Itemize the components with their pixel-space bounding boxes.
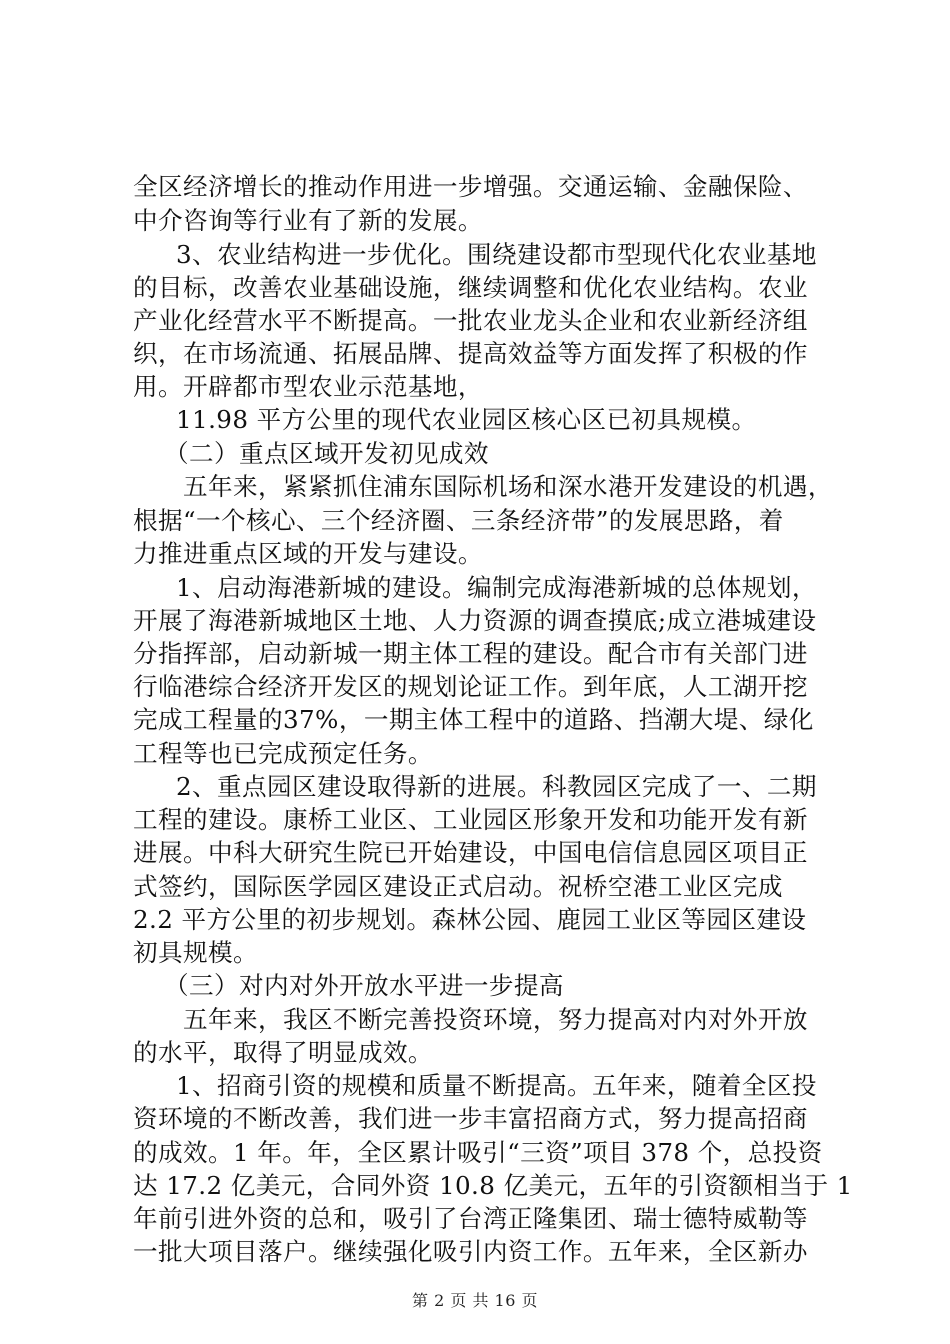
text-line: 完成工程量的37%，一期主体工程中的道路、挡潮大堤、绿化 [133,705,814,734]
text-line: 开展了海港新城地区土地、人力资源的调查摸底;成立港城建设 [133,606,817,635]
text-line: 用。开辟都市型农业示范基地， [133,372,483,401]
text-line: 分指挥部，启动新城一期主体工程的建设。配合市有关部门进 [133,639,808,668]
text-line: 式签约，国际医学园区建设正式启动。祝桥空港工业区完成 [133,872,783,901]
text-line: 五年来，我区不断完善投资环境，努力提高对内对外开放 [183,1005,808,1034]
section-heading: （三）对内对外开放水平进一步提高 [164,971,564,1000]
text-line: 的水平，取得了明显成效。 [133,1038,433,1067]
text-line: 初具规模。 [133,938,258,967]
text-line: 达 17.2 亿美元，合同外资 10.8 亿美元，五年的引资额相当于 1 [133,1171,853,1200]
section-heading: （二）重点区域开发初见成效 [164,439,489,468]
text-line: 1、招商引资的规模和质量不断提高。五年来，随着全区投 [176,1071,817,1100]
text-line: 五年来，紧紧抓住浦东国际机场和深水港开发建设的机遇， [183,472,833,501]
text-line: 3、农业结构进一步优化。围绕建设都市型现代化农业基地 [176,240,817,269]
page-footer: 第 2 页 共 16 页 [412,1291,538,1310]
text-line: 力推进重点区域的开发与建设。 [133,539,483,568]
text-line: 2、重点园区建设取得新的进展。科教园区完成了一、二期 [176,772,817,801]
text-line: 工程等也已完成预定任务。 [133,739,433,768]
text-line: 的成效。1 年。年，全区累计吸引“三资”项目 378 个，总投资 [133,1138,823,1167]
text-line: 根据“一个核心、三个经济圈、三条经济带”的发展思路，着 [133,506,784,535]
text-line: 行临港综合经济开发区的规划论证工作。到年底，人工湖开挖 [133,672,808,701]
text-line: 年前引进外资的总和，吸引了台湾正隆集团、瑞士德特威勒等 [133,1204,808,1233]
text-line: 全区经济增长的推动作用进一步增强。交通运输、金融保险、 [133,172,808,201]
text-line: 2.2 平方公里的初步规划。森林公园、鹿园工业区等园区建设 [133,905,807,934]
text-line: 工程的建设。康桥工业区、工业园区形象开发和功能开发有新 [133,805,808,834]
text-line: 资环境的不断改善，我们进一步丰富招商方式，努力提高招商 [133,1104,808,1133]
text-line: 产业化经营水平不断提高。一批农业龙头企业和农业新经济组 [133,306,808,335]
text-line: 的目标，改善农业基础设施，继续调整和优化农业结构。农业 [133,273,808,302]
text-line: 1、启动海港新城的建设。编制完成海港新城的总体规划， [176,573,817,602]
text-line: 织，在市场流通、拓展品牌、提高效益等方面发挥了积极的作 [133,339,808,368]
text-line: 中介咨询等行业有了新的发展。 [133,206,483,235]
text-line: 一批大项目落户。继续强化吸引内资工作。五年来，全区新办 [133,1237,808,1266]
text-line: 进展。中科大研究生院已开始建设，中国电信信息园区项目正 [133,838,808,867]
text-line: 11.98 平方公里的现代农业园区核心区已初具规模。 [176,405,757,434]
